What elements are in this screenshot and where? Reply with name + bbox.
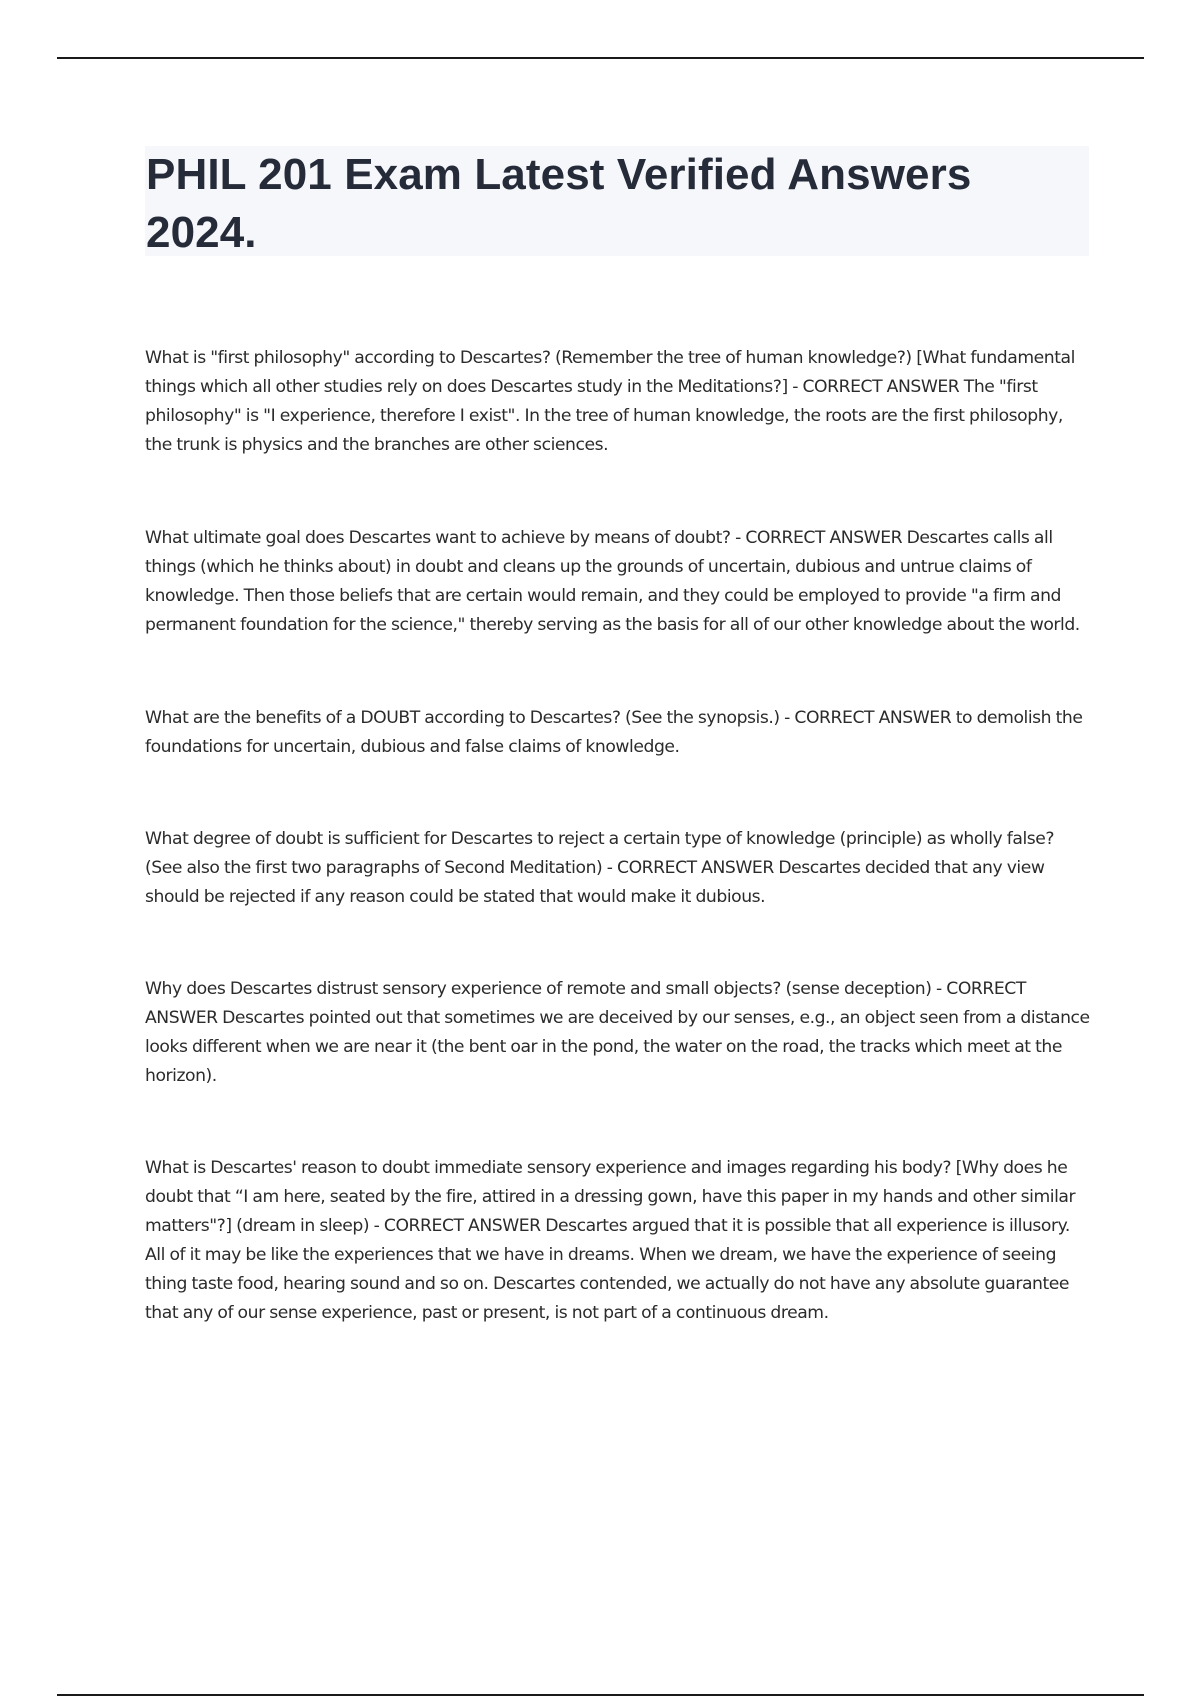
qa-list	[145, 344, 1090, 1328]
qa-entry: What is "first philosophy" according to Descartes? (Remember the tree of human knowledge?) [What fundamental things which all other studies rely on does Descartes study in the Meditations?] - CORRECT ANSWER The "first philosophy" is "I experience, therefore I exist". In the tree of human knowledge, the roots are the first philosophy, the trunk is physics and the branches are other sciences.	[145, 348, 1075, 455]
qa-entry: What is Descartes' reason to doubt immediate sensory experience and images regarding his body? [Why does he doubt that “I am here, seated by the fire, attired in a dressing gown, have this paper in my hands and other similar matters"?] (dream in sleep) - CORRECT ANSWER Descartes argued that it is possible that all experience is illusory. All of it may be like the experiences that we have in dreams. When we dream, we have the experience of seeing thing taste food, hearing sound and so on. Descartes contended, we actually do not have any absolute guarantee that any of our sense experience, past or present, is not part of a continuous dream.	[145, 1158, 1076, 1323]
footer-rule	[57, 1694, 1144, 1696]
qa-entry: What are the benefits of a DOUBT according to Descartes? (See the synopsis.) - CORRECT ANSWER to demolish the foundations for uncertain, dubious and false claims of knowledge.	[145, 708, 1083, 757]
document-title: PHIL 201 Exam Latest Verified Answers 2024.	[146, 150, 972, 257]
qa-entry: Why does Descartes distrust sensory experience of remote and small objects? (sense deception) - CORRECT ANSWER Descartes pointed out that sometimes we are deceived by our senses, e.g., an object seen from a distance looks different when we are near it (the bent oar in the pond, the water on the road, the tracks which meet at the horizon).	[145, 979, 1090, 1086]
qa-entry: What ultimate goal does Descartes want to achieve by means of doubt? - CORRECT ANSWER Descartes calls all things (which he thinks about) in doubt and cleans up the grounds of uncertain, dubious and untrue claims of knowledge. Then those beliefs that are certain would remain, and they could be employed to provide "a firm and permanent foundation for the science," thereby serving as the basis for all of our other knowledge about the world.	[145, 528, 1080, 635]
header-rule	[57, 57, 1144, 59]
qa-entry: What degree of doubt is sufficient for Descartes to reject a certain type of knowledge (principle) as wholly false? (See also the first two paragraphs of Second Meditation) - CORRECT ANSWER Descartes decided that any view should be rejected if any reason could be stated that would make it dubious.	[145, 829, 1055, 907]
